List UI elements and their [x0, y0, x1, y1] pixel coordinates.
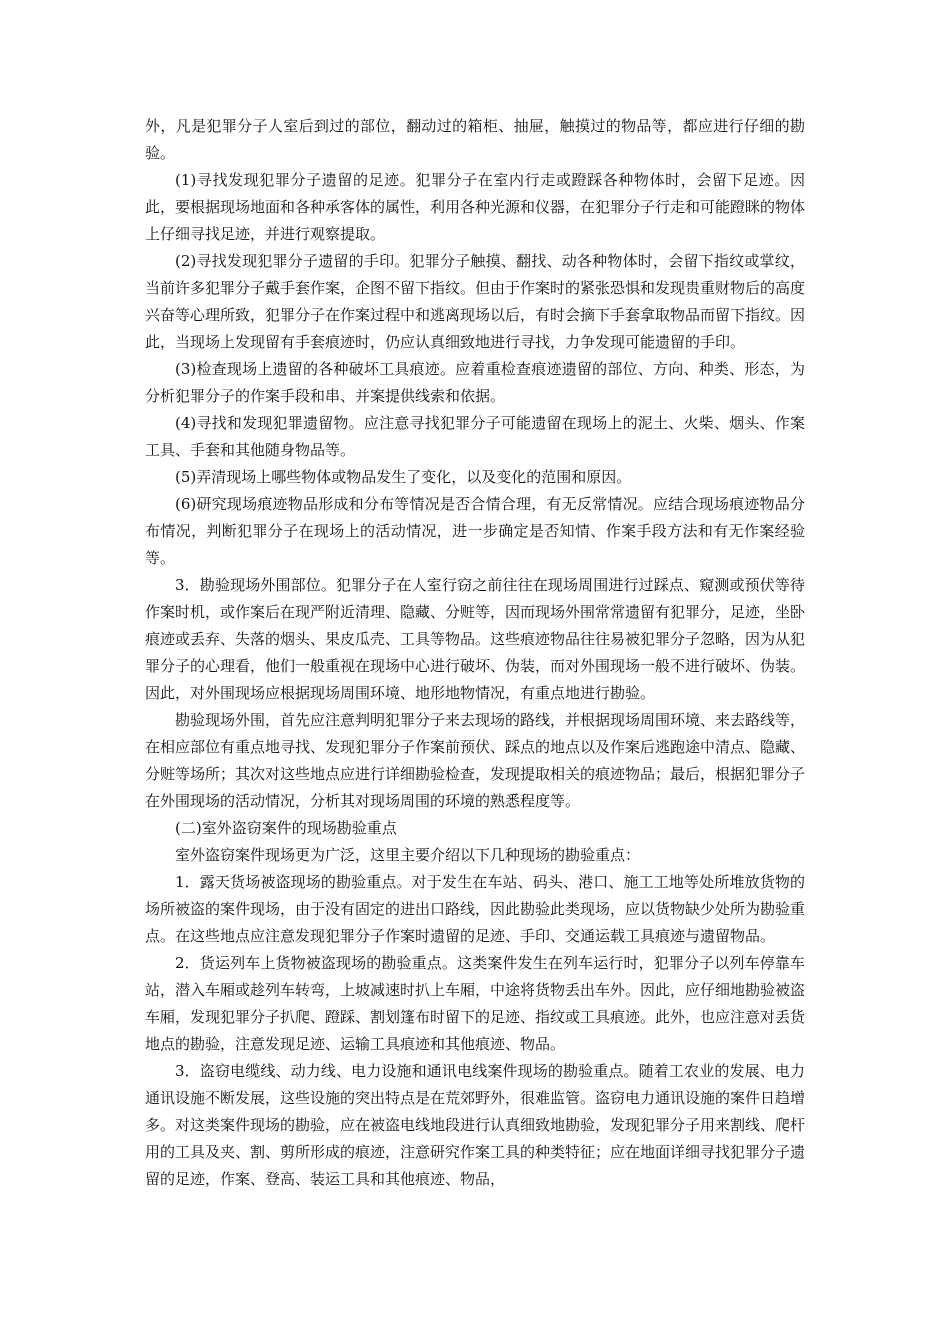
- section-heading-outdoor: (二)室外盗窃案件的现场勘验重点: [175, 819, 397, 837]
- paragraph-tool-marks: (3)检查现场上遗留的各种破坏工具痕迹。应着重检查痕迹遗留的部位、方向、种类、形态，为分析犯罪分子的作案手段和串、并案提供线索和依据。: [145, 360, 805, 405]
- paragraph-outer-survey: 勘验现场外围，首先应注意判明犯罪分子来去现场的路线，并根据现场周围环境、来去路线等，在相应部位有重点地寻找、发现犯罪分子作案前预伏、踩点的地点以及作案后逃跑途中清点、隐藏、分赃等场所；其次对这些地点应进行详细勘验检查，发现提取相关的痕迹物品；最后，根据犯罪分子在外围现场的活动情况，分析其对现场周围的环境的熟悉程度等。: [145, 711, 806, 810]
- document-body: [145, 113, 805, 1193]
- paragraph-outdoor-intro: 室外盗窃案件现场更为广泛，这里主要介绍以下几种现场的勘验重点：: [175, 846, 641, 864]
- paragraph-left-items: (4)寻找和发现犯罪遗留物。应注意寻找犯罪分子可能遗留在现场上的泥土、火柴、烟头、作案工具、手套和其他随身物品等。: [145, 414, 805, 459]
- paragraph-open-yard: 1．露天货场被盗现场的勘验重点。对于发生在车站、码头、港口、施工工地等处所堆放货物的场所被盗的案件现场，由于没有固定的进出口路线，因此勘验此类现场，应以货物缺少处所为勘验重点。在这些地点应注意发现犯罪分子作案时遗留的足迹、手印、交通运载工具痕迹与遗留物品。: [145, 873, 806, 945]
- paragraph-analysis: (6)研究现场痕迹物品形成和分布等情况是否合情合理，有无反常情况。应结合现场痕迹物品分布情况，判断犯罪分子在现场上的活动情况，进一步确定是否知情、作案手段方法和有无作案经验等。: [145, 495, 805, 567]
- paragraph-outer-area: 3．勘验现场外围部位。犯罪分子在人室行窃之前往往在现场周围进行过踩点、窥测或预伏等待作案时机，或作案后在现严附近清理、隐藏、分赃等，因而现场外围常常遗留有犯罪分，足迹，坐卧痕迹或丢弃、失落的烟头、果皮瓜壳、工具等物品。这些痕迹物品往往易被犯罪分子忽略，因为从犯罪分子的心理看，他们一般重视在现场中心进行破坏、伪装，而对外围现场一般不进行破坏、伪装。因此，对外围现场应根据现场周围环境、地形地物情况，有重点地进行勘验。: [145, 576, 806, 702]
- paragraph-continued: 外，凡是犯罪分子人室后到过的部位，翻动过的箱柜、抽屉，触摸过的物品等，都应进行仔细的勘验。: [145, 117, 805, 162]
- paragraph-freight-train: 2．货运列车上货物被盗现场的勘验重点。这类案件发生在列车运行时，犯罪分子以列车停靠车站，潜入车厢或趁列车转弯，上坡减速时扒上车厢，中途将货物丢出车外。因此，应仔细地勘验被盗车厢，发现犯罪分子扒爬、蹬踩、割划篷布时留下的足迹、指纹或工具痕迹。此外，也应注意对丢货地点的勘验，注意发现足迹、运输工具痕迹和其他痕迹、物品。: [145, 954, 806, 1053]
- paragraph-footprints: (1)寻找发现犯罪分子遗留的足迹。犯罪分子在室内行走或蹬踩各种物体时，会留下足迹。因此，要根据现场地面和各种承客体的属性，利用各种光源和仪器，在犯罪分子行走和可能蹬眯的物体上仔细寻找足迹，并进行观察提取。: [145, 171, 806, 243]
- paragraph-handprints: (2)寻找发现犯罪分子遗留的手印。犯罪分子触摸、翻找、动各种物体时，会留下指纹或掌纹，当前许多犯罪分子戴手套作案，企图不留下指纹。但由于作案时的紧张恐惧和发现贵重财物后的高度兴奋等心理所致，犯罪分子在作案过程中和逃离现场以后，有时会摘下手套拿取物品而留下指纹。因此，当现场上发现留有手套痕迹时，仍应认真细致地进行寻找，力争发现可能遗留的手印。: [145, 252, 806, 351]
- paragraph-cable-theft: 3．盗窃电缆线、动力线、电力设施和通讯电线案件现场的勘验重点。随着工农业的发展、电力通讯设施不断发展，这些设施的突出特点是在荒郊野外，很难监管。盗窃电力通讯设施的案件日趋增多。对这类案件现场的勘验，应在被盗电线地段进行认真细致地勘验，发现犯罪分子用来割线、爬杆用的工具及夹、割、剪所形成的痕迹，注意研究作案工具的种类特征；应在地面详细寻找犯罪分子遗留的足迹，作案、登高、装运工具和其他痕迹、物品，: [145, 1062, 806, 1188]
- paragraph-changes: (5)弄清现场上哪些物体或物品发生了变化，以及变化的范围和原因。: [175, 468, 632, 486]
